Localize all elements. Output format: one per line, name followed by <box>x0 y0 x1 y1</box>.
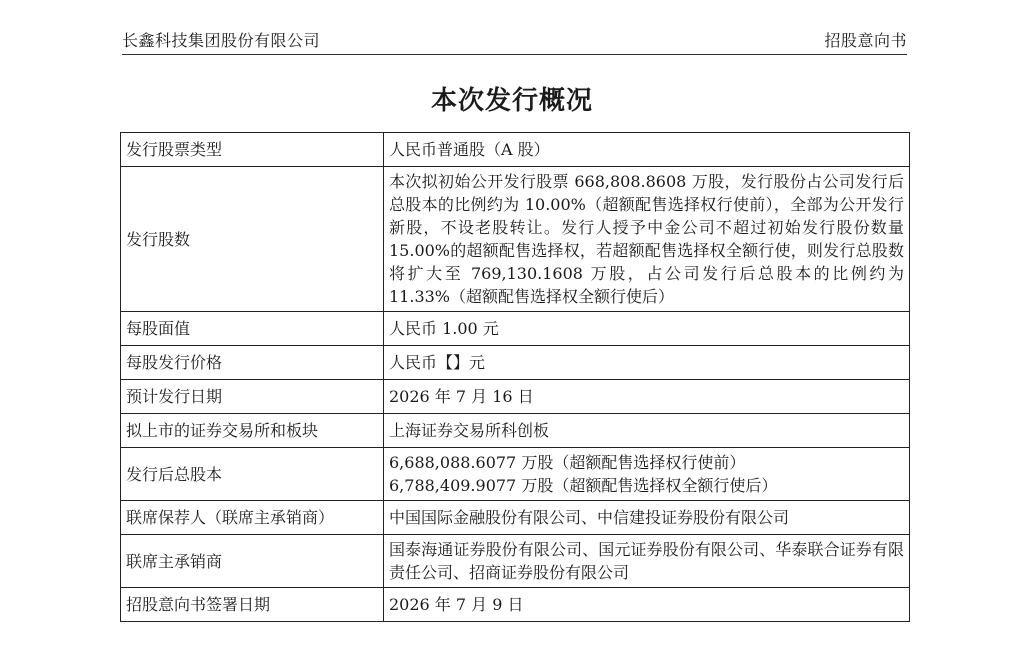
table-row <box>121 133 910 167</box>
table-row <box>121 380 910 414</box>
document-type: 招股意向书 <box>824 31 907 50</box>
row-label: 联席保荐人（联席主承销商） <box>121 501 384 535</box>
row-value: 人民币【】元 <box>384 346 910 380</box>
row-value: 本次拟初始公开发行股票 668,808.8608 万股，发行股份占公司发行后总股本的比例约为 10.00%（超额配售选择权行使前），全部为公开发行新股，不设老股转让。发行人授予中金公司不超过初始发行股份数量 15.00%的超额配售选择权，若超额配售选择权全额行使，则发行总股数将扩大至 769,130.1608 万股，占公司发行后总股本的比例约为 11.33%（超额配售选择权全额行使后） <box>384 167 910 312</box>
page-title: 本次发行概况 <box>430 86 593 116</box>
row-value: 2026 年 7 月 16 日 <box>384 380 910 414</box>
row-label: 发行后总股本 <box>121 448 384 501</box>
table-row <box>121 535 910 588</box>
offering-overview-table <box>120 132 910 622</box>
table-row <box>121 346 910 380</box>
row-value: 中国国际金融股份有限公司、中信建投证券股份有限公司 <box>384 501 910 535</box>
page-header <box>122 26 907 55</box>
table-row <box>121 501 910 535</box>
share-capital-before: 6,688,088.6077 万股（超额配售选择权行使前） <box>389 453 746 472</box>
row-label: 招股意向书签署日期 <box>121 588 384 622</box>
share-capital-after: 6,788,409.9077 万股（超额配售选择权全额行使后） <box>389 476 778 495</box>
row-label: 每股发行价格 <box>121 346 384 380</box>
row-label: 发行股数 <box>121 167 384 312</box>
row-value: 人民币普通股（A 股） <box>384 133 910 167</box>
row-label: 每股面值 <box>121 312 384 346</box>
row-label: 拟上市的证券交易所和板块 <box>121 414 384 448</box>
row-value: 人民币 1.00 元 <box>384 312 910 346</box>
row-value <box>384 448 910 501</box>
table-row <box>121 588 910 622</box>
table-row <box>121 312 910 346</box>
row-value: 2026 年 7 月 9 日 <box>384 588 910 622</box>
table-row <box>121 414 910 448</box>
row-value: 上海证券交易所科创板 <box>384 414 910 448</box>
row-label: 发行股票类型 <box>121 133 384 167</box>
table-row <box>121 167 910 312</box>
table-row <box>121 448 910 501</box>
row-label: 预计发行日期 <box>121 380 384 414</box>
row-value: 国泰海通证券股份有限公司、国元证券股份有限公司、华泰联合证券有限责任公司、招商证券股份有限公司 <box>384 535 910 588</box>
row-label: 联席主承销商 <box>121 535 384 588</box>
company-name: 长鑫科技集团股份有限公司 <box>122 31 321 50</box>
